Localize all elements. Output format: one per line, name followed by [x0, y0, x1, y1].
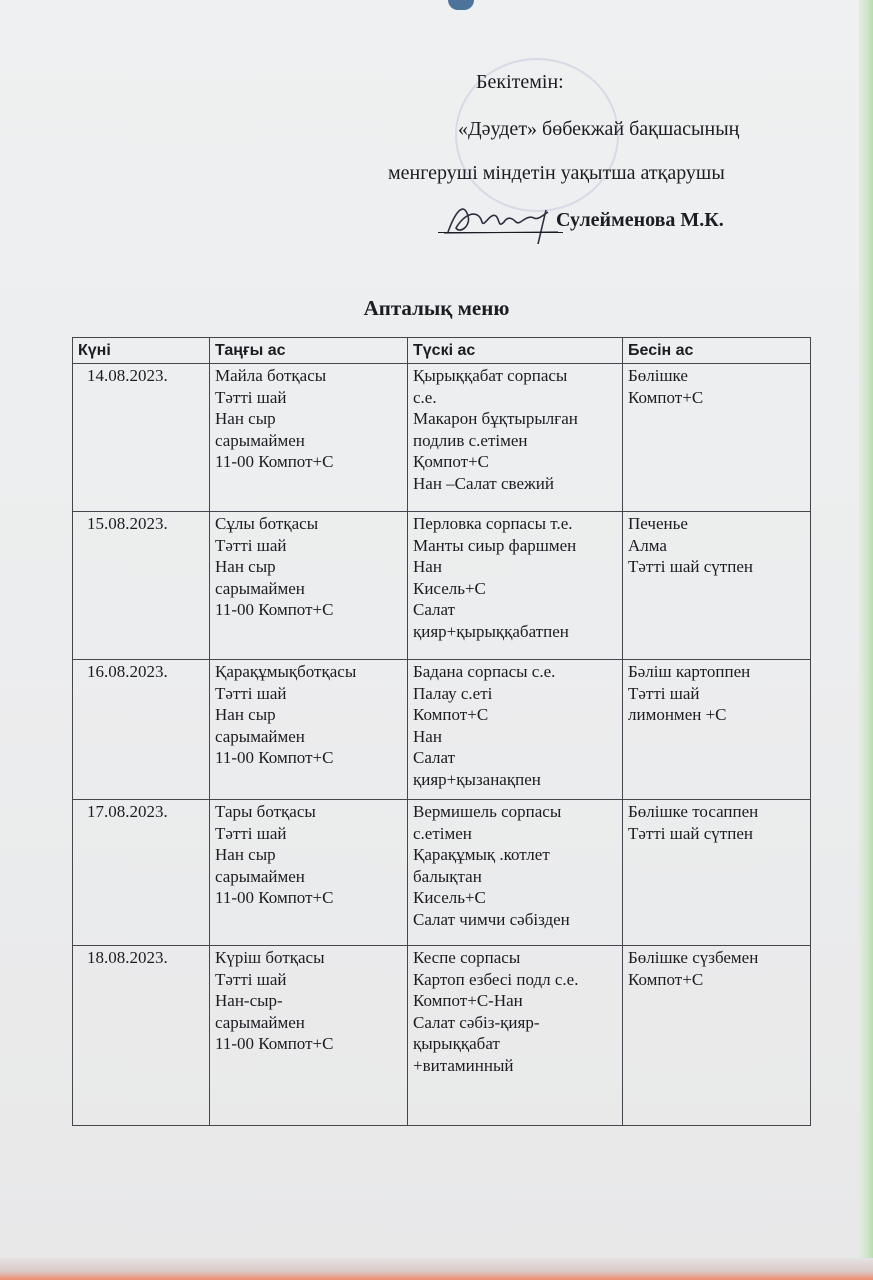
- cell-lunch: [408, 364, 623, 512]
- breakfast-item: Нан сыр: [215, 557, 276, 576]
- lunch-item: Перловка сорпасы т.е.: [413, 514, 573, 533]
- cell-breakfast: [210, 364, 408, 512]
- lunch-item: Компот+С: [413, 705, 489, 724]
- cell-breakfast: [210, 660, 408, 800]
- lunch-item: Нан: [413, 557, 442, 576]
- cell-snack: [623, 800, 811, 946]
- snack-item: Тәтті шай: [628, 683, 700, 703]
- breakfast-item: сарымаймен: [215, 866, 305, 886]
- breakfast-item: Нан сыр: [215, 705, 276, 724]
- breakfast-item: Тәтті шай: [215, 535, 287, 555]
- lunch-item: с.е.: [413, 387, 437, 407]
- cell-snack: [623, 660, 811, 800]
- lunch-item: +витаминный: [413, 1055, 514, 1075]
- lunch-item: балықтан: [413, 866, 482, 886]
- header-day: Күні: [73, 338, 210, 364]
- snack-item: Бөлішке тосаппен: [628, 802, 759, 821]
- cell-lunch: [408, 512, 623, 660]
- lunch-item: қияр+қырыққабатпен: [413, 621, 569, 641]
- breakfast-item: сарымаймен: [215, 726, 305, 746]
- table-row: [73, 800, 811, 946]
- breakfast-item: сарымаймен: [215, 578, 305, 598]
- lunch-item: Қомпот+С: [413, 452, 490, 471]
- lunch-item: Кисель+С: [413, 888, 486, 907]
- lunch-item: Қарақұмық .котлет: [413, 845, 550, 864]
- cell-breakfast: [210, 800, 408, 946]
- breakfast-item: Тәтті шай: [215, 387, 287, 407]
- lunch-item: Кеспе сорпасы: [413, 948, 521, 967]
- table-row: [73, 364, 811, 512]
- cell-date: 15.08.2023.: [73, 512, 210, 660]
- approval-position: менгеруші міндетін уақытша атқарушы: [388, 162, 725, 184]
- signature-icon: [438, 192, 568, 248]
- lunch-item: Вермишель сорпасы: [413, 802, 562, 821]
- breakfast-item: сарымаймен: [215, 430, 305, 450]
- breakfast-item: Тәтті шай: [215, 823, 287, 843]
- snack-item: Бөлішке: [628, 366, 688, 385]
- breakfast-item: Тәтті шай: [215, 683, 287, 703]
- header-snack: Бесін ас: [623, 338, 811, 364]
- table-row: [73, 946, 811, 1126]
- breakfast-item: 11-00 Компот+С: [215, 888, 334, 907]
- snack-item: Компот+С: [628, 969, 704, 989]
- header-breakfast: Таңғы ас: [210, 338, 408, 364]
- breakfast-item: Тәтті шай: [215, 969, 287, 989]
- lunch-item: Кисель+С: [413, 578, 486, 598]
- breakfast-item: Нан сыр: [215, 845, 276, 864]
- lunch-item: Манты сиыр фаршмен: [413, 535, 577, 555]
- approval-heading: Бекітемін:: [476, 71, 564, 93]
- snack-item: Алма: [628, 535, 667, 555]
- cell-snack: [623, 512, 811, 660]
- menu-table: [72, 337, 811, 1126]
- background-edge-bottom: [0, 1258, 873, 1280]
- breakfast-item: 11-00 Компот+С: [215, 748, 334, 767]
- page-title: Апталық меню: [363, 296, 510, 320]
- breakfast-item: Күріш ботқасы: [215, 948, 325, 967]
- lunch-item: с.етімен: [413, 823, 472, 843]
- snack-item: лимонмен +С: [628, 705, 727, 724]
- breakfast-item: 11-00 Компот+С: [215, 1034, 334, 1053]
- breakfast-item: 11-00 Компот+С: [215, 600, 334, 619]
- lunch-item: Бадана сорпасы с.е.: [413, 662, 556, 681]
- cell-lunch: [408, 946, 623, 1126]
- snack-item: Тәтті шай сүтпен: [628, 823, 753, 843]
- breakfast-item: 11-00 Компот+С: [215, 452, 334, 471]
- lunch-item: подлив с.етімен: [413, 430, 528, 450]
- lunch-item: Салат сәбіз-қияр-: [413, 1012, 540, 1032]
- snack-item: Печенье: [628, 514, 688, 533]
- lunch-item: Картоп езбесі подл с.е.: [413, 969, 579, 989]
- breakfast-item: Нан-сыр-: [215, 991, 283, 1010]
- lunch-item: қияр+қызанақпен: [413, 769, 541, 789]
- signature-line: [438, 232, 563, 233]
- snack-item: Компот+С: [628, 387, 704, 407]
- lunch-item: Салат: [413, 748, 456, 767]
- cell-date: 14.08.2023.: [73, 364, 210, 512]
- cell-snack: [623, 364, 811, 512]
- cell-lunch: [408, 800, 623, 946]
- cell-date: 18.08.2023.: [73, 946, 210, 1126]
- table-header-row: [73, 338, 811, 364]
- breakfast-item: Қарақұмықботқасы: [215, 662, 357, 681]
- snack-item: Бәліш картоппен: [628, 662, 751, 681]
- cell-date: 16.08.2023.: [73, 660, 210, 800]
- lunch-item: Макарон бұқтырылған: [413, 409, 578, 428]
- cell-breakfast: [210, 512, 408, 660]
- lunch-item: Нан –Салат свежий: [413, 473, 554, 493]
- cell-date: 17.08.2023.: [73, 800, 210, 946]
- breakfast-item: сарымаймен: [215, 1012, 305, 1032]
- breakfast-item: Майла ботқасы: [215, 366, 327, 385]
- table-row: [73, 660, 811, 800]
- approval-organization: «Дәудет» бөбекжай бақшасының: [458, 118, 740, 140]
- lunch-item: Салат чимчи сәбізден: [413, 909, 570, 929]
- approval-signer: Сулейменова М.К.: [556, 209, 724, 231]
- lunch-item: Палау с.еті: [413, 683, 493, 703]
- breakfast-item: Сұлы ботқасы: [215, 514, 319, 533]
- lunch-item: Салат: [413, 600, 456, 619]
- background-edge: [859, 0, 873, 1280]
- breakfast-item: Нан сыр: [215, 409, 276, 428]
- cell-lunch: [408, 660, 623, 800]
- cell-snack: [623, 946, 811, 1126]
- lunch-item: қырыққабат: [413, 1034, 500, 1053]
- snack-item: Бөлішке сүзбемен: [628, 948, 759, 967]
- lunch-item: Қырыққабат сорпасы: [413, 366, 568, 385]
- snack-item: Тәтті шай сүтпен: [628, 557, 753, 576]
- header-lunch: Түскі ас: [408, 338, 623, 364]
- table-row: [73, 512, 811, 660]
- lunch-item: Компот+С-Нан: [413, 991, 523, 1010]
- breakfast-item: Тары ботқасы: [215, 802, 316, 821]
- cell-breakfast: [210, 946, 408, 1126]
- lunch-item: Нан: [413, 726, 442, 746]
